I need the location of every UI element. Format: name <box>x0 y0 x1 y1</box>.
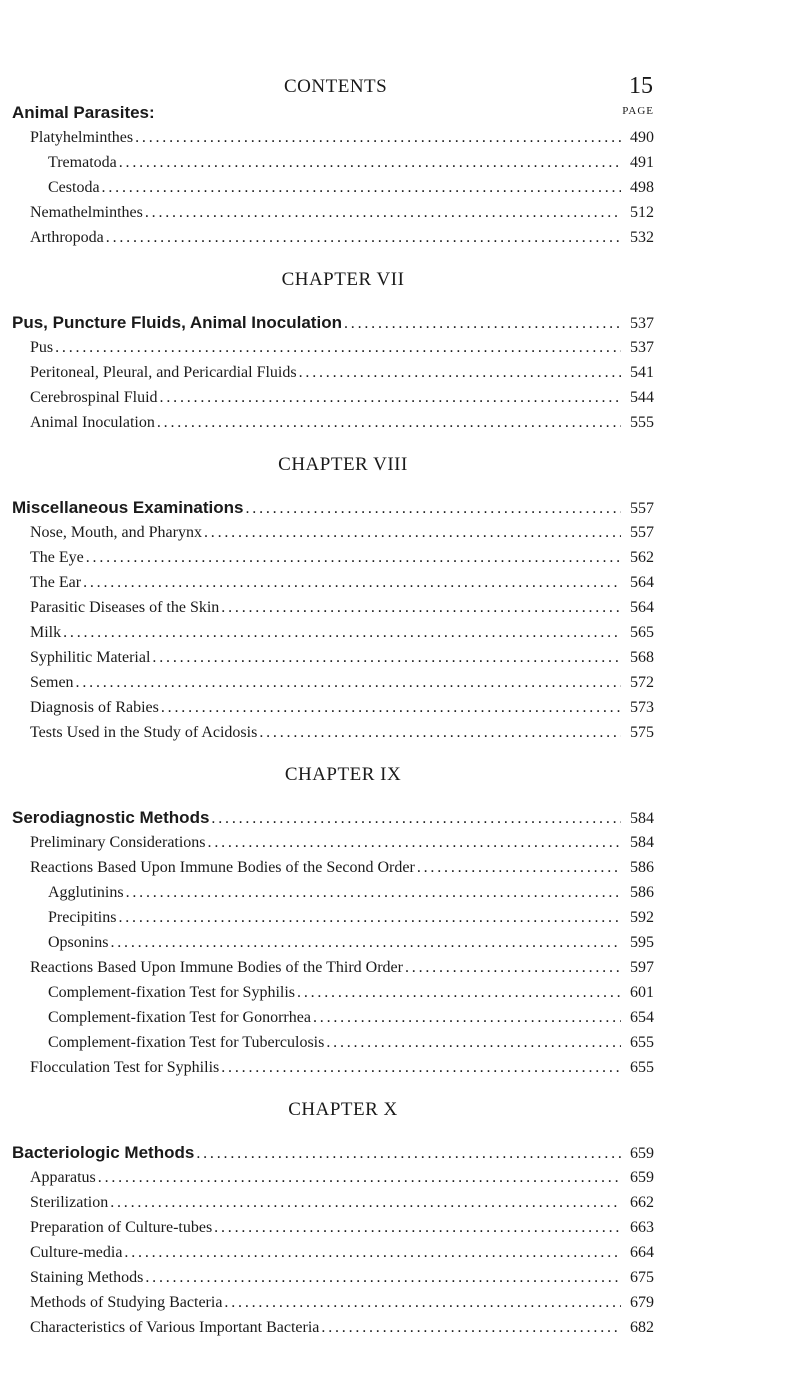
toc-entry-page: 541 <box>630 364 654 381</box>
toc-entry-title: Trematoda <box>48 154 117 171</box>
dot-leader <box>106 225 621 250</box>
toc-entry-title: Milk <box>30 624 62 641</box>
dot-leader <box>63 620 621 645</box>
toc-entry-title: Agglutinins <box>48 884 124 901</box>
toc-entry-title: The Ear <box>30 574 82 591</box>
toc-entry-title: Nose, Mouth, and Pharynx <box>30 524 202 541</box>
toc-entry-page: 584 <box>630 834 654 851</box>
toc-entry-page: 584 <box>630 810 654 827</box>
toc-entry <box>12 1005 654 1030</box>
dot-leader <box>326 1030 621 1055</box>
toc-entry <box>12 830 654 855</box>
toc-entry-title: Parasitic Diseases of the Skin <box>30 599 220 616</box>
toc-entry <box>12 125 654 150</box>
toc-entry <box>12 1190 654 1215</box>
toc-entry-page: 562 <box>630 549 654 566</box>
toc-entry-page: 586 <box>630 884 654 901</box>
dot-leader <box>157 410 621 435</box>
toc-entry-title: Opsonins <box>48 934 109 951</box>
toc-entry-title: Complement-fixation Test for Gonorrhea <box>48 1009 311 1026</box>
dot-leader <box>313 1005 621 1030</box>
running-head-page-number: 15 <box>629 73 653 99</box>
toc-entry-title: Pus <box>30 339 54 356</box>
toc-body <box>12 100 654 1340</box>
toc-entry-page: 568 <box>630 649 654 666</box>
toc-entry-page: 544 <box>630 389 654 406</box>
toc-entry-page: 679 <box>630 1294 654 1311</box>
toc-entry-page: 655 <box>630 1034 654 1051</box>
chapter-heading: CHAPTER X <box>288 1099 398 1120</box>
toc-entry <box>12 670 654 695</box>
dot-leader <box>119 150 621 175</box>
toc-entry-page: 557 <box>630 500 654 517</box>
chapter-heading: CHAPTER VII <box>281 269 405 290</box>
toc-entry-page: 564 <box>630 599 654 616</box>
toc-entry-title: Arthropoda <box>30 229 104 246</box>
toc-entry-title: Peritoneal, Pleural, and Pericardial Fluids <box>30 364 297 381</box>
toc-entry <box>12 225 654 250</box>
dot-leader <box>152 645 621 670</box>
dot-leader <box>145 1265 621 1290</box>
toc-entry-title: Bacteriologic Methods <box>12 1143 195 1162</box>
toc-entry <box>12 805 654 830</box>
toc-entry <box>12 930 654 955</box>
chapter-heading: CHAPTER VIII <box>278 454 408 475</box>
toc-entry-title: Cerebrospinal Fluid <box>30 389 158 406</box>
toc-entry <box>12 1030 654 1055</box>
toc-entry-page: 675 <box>630 1269 654 1286</box>
toc-entry-title: Miscellaneous Examinations <box>12 498 244 517</box>
dot-leader <box>126 880 621 905</box>
toc-entry-title: Preparation of Culture-tubes <box>30 1219 213 1236</box>
toc-entry-title: The Eye <box>30 549 84 566</box>
toc-entry <box>12 520 654 545</box>
toc-entry <box>12 1140 654 1165</box>
toc-entry <box>12 335 654 360</box>
dot-leader <box>214 1215 621 1240</box>
chapter-heading: CHAPTER IX <box>284 764 402 785</box>
dot-leader <box>161 695 621 720</box>
dot-leader <box>211 806 621 831</box>
toc-entry <box>12 905 654 930</box>
toc-entry-title: Characteristics of Various Important Bacteria <box>30 1319 320 1336</box>
dot-leader <box>124 1240 621 1265</box>
toc-entry-page: 663 <box>630 1219 654 1236</box>
dot-leader <box>204 520 621 545</box>
toc-entry-page: 498 <box>630 179 654 196</box>
dot-leader <box>221 595 621 620</box>
toc-entry-title: Serodiagnostic Methods <box>12 808 210 827</box>
toc-entry-title: Reactions Based Upon Immune Bodies of the Third Order <box>30 959 403 976</box>
dot-leader <box>55 335 621 360</box>
toc-entry-title: Preliminary Considerations <box>30 834 206 851</box>
toc-entry-title: Apparatus <box>30 1169 96 1186</box>
toc-entry <box>12 495 654 520</box>
toc-entry <box>12 620 654 645</box>
toc-entry <box>12 595 654 620</box>
toc-entry <box>12 175 654 200</box>
dot-leader <box>221 1055 621 1080</box>
toc-entry-page: 659 <box>630 1145 654 1162</box>
toc-entry-title: Tests Used in the Study of Acidosis <box>30 724 258 741</box>
toc-entry-page: 572 <box>630 674 654 691</box>
toc-entry-title: Sterilization <box>30 1194 109 1211</box>
dot-leader <box>299 360 621 385</box>
dot-leader <box>344 311 621 336</box>
toc-entry-title: Animal Parasites: <box>12 103 155 122</box>
toc-entry <box>12 855 654 880</box>
toc-entry <box>12 880 654 905</box>
toc-entry-page: 537 <box>630 315 654 332</box>
toc-entry-page: 532 <box>630 229 654 246</box>
toc-entry-page: 601 <box>630 984 654 1001</box>
dot-leader <box>98 1165 621 1190</box>
dot-leader <box>110 1190 621 1215</box>
dot-leader <box>160 385 621 410</box>
toc-entry-page: 575 <box>630 724 654 741</box>
toc-entry <box>12 980 654 1005</box>
toc-entry-title: Reactions Based Upon Immune Bodies of the Second Order <box>30 859 415 876</box>
dot-leader <box>196 1141 621 1166</box>
toc-entry-title: Semen <box>30 674 74 691</box>
running-head-title: CONTENTS <box>284 76 388 97</box>
toc-entry <box>12 360 654 385</box>
toc-entry <box>12 385 654 410</box>
running-head <box>0 73 800 100</box>
toc-entry <box>12 720 654 745</box>
toc-entry-page: 557 <box>630 524 654 541</box>
toc-entry-page: 655 <box>630 1059 654 1076</box>
toc-entry-page: 662 <box>630 1194 654 1211</box>
toc-entry <box>12 310 654 335</box>
dot-leader <box>259 720 621 745</box>
toc-entry-title: Animal Inoculation <box>30 414 155 431</box>
dot-leader <box>118 905 621 930</box>
dot-leader <box>102 175 621 200</box>
toc-entry <box>12 1265 654 1290</box>
toc-entry-title: Diagnosis of Rabies <box>30 699 159 716</box>
toc-entry-page: 491 <box>630 154 654 171</box>
toc-entry <box>12 200 654 225</box>
toc-entry <box>12 545 654 570</box>
dot-leader <box>135 125 621 150</box>
dot-leader <box>321 1315 621 1340</box>
dot-leader <box>86 545 621 570</box>
toc-entry-page: 592 <box>630 909 654 926</box>
toc-entry-title: Staining Methods <box>30 1269 144 1286</box>
toc-entry <box>12 1315 654 1340</box>
toc-entry-page: 597 <box>630 959 654 976</box>
toc-entry-page: 573 <box>630 699 654 716</box>
toc-entry <box>12 695 654 720</box>
toc-entry-page: 537 <box>630 339 654 356</box>
toc-entry-page: 565 <box>630 624 654 641</box>
toc-entry-page: 659 <box>630 1169 654 1186</box>
toc-entry-page: 564 <box>630 574 654 591</box>
toc-entry-title: Methods of Studying Bacteria <box>30 1294 223 1311</box>
toc-entry <box>12 1165 654 1190</box>
toc-entry <box>12 1215 654 1240</box>
dot-leader <box>208 830 621 855</box>
dot-leader <box>145 200 621 225</box>
toc-entry <box>12 100 654 125</box>
toc-entry-title: Precipitins <box>48 909 117 926</box>
toc-entry-title: Syphilitic Material <box>30 649 151 666</box>
toc-entry-title: Culture-media <box>30 1244 123 1261</box>
toc-entry-page: 586 <box>630 859 654 876</box>
toc-entry-title: Nemathelminthes <box>30 204 143 221</box>
dot-leader <box>224 1290 621 1315</box>
toc-entry-page: 555 <box>630 414 654 431</box>
dot-leader <box>405 955 621 980</box>
toc-entry-title: Complement-fixation Test for Tuberculosis <box>48 1034 325 1051</box>
toc-entry <box>12 1290 654 1315</box>
dot-leader <box>297 980 621 1005</box>
toc-entry <box>12 645 654 670</box>
toc-entry-page: 595 <box>630 934 654 951</box>
toc-entry-title: Cestoda <box>48 179 100 196</box>
toc-entry <box>12 955 654 980</box>
toc-entry-page: 654 <box>630 1009 654 1026</box>
toc-entry <box>12 1055 654 1080</box>
dot-leader <box>245 496 621 521</box>
toc-entry-page: 490 <box>630 129 654 146</box>
dot-leader <box>417 855 621 880</box>
toc-entry-title: Complement-fixation Test for Syphilis <box>48 984 296 1001</box>
toc-entry <box>12 150 654 175</box>
toc-entry-page: 512 <box>630 204 654 221</box>
toc-entry <box>12 1240 654 1265</box>
dot-leader <box>83 570 621 595</box>
dot-leader <box>76 670 621 695</box>
dot-leader <box>110 930 621 955</box>
page-column-label: PAGE <box>622 105 654 117</box>
toc-entry <box>12 410 654 435</box>
toc-entry-title: Flocculation Test for Syphilis <box>30 1059 220 1076</box>
toc-entry-page: 664 <box>630 1244 654 1261</box>
toc-entry <box>12 570 654 595</box>
toc-entry-title: Platyhelminthes <box>30 129 134 146</box>
toc-entry-page: 682 <box>630 1319 654 1336</box>
toc-entry-title: Pus, Puncture Fluids, Animal Inoculation <box>12 313 342 332</box>
table-of-contents <box>12 100 654 1340</box>
